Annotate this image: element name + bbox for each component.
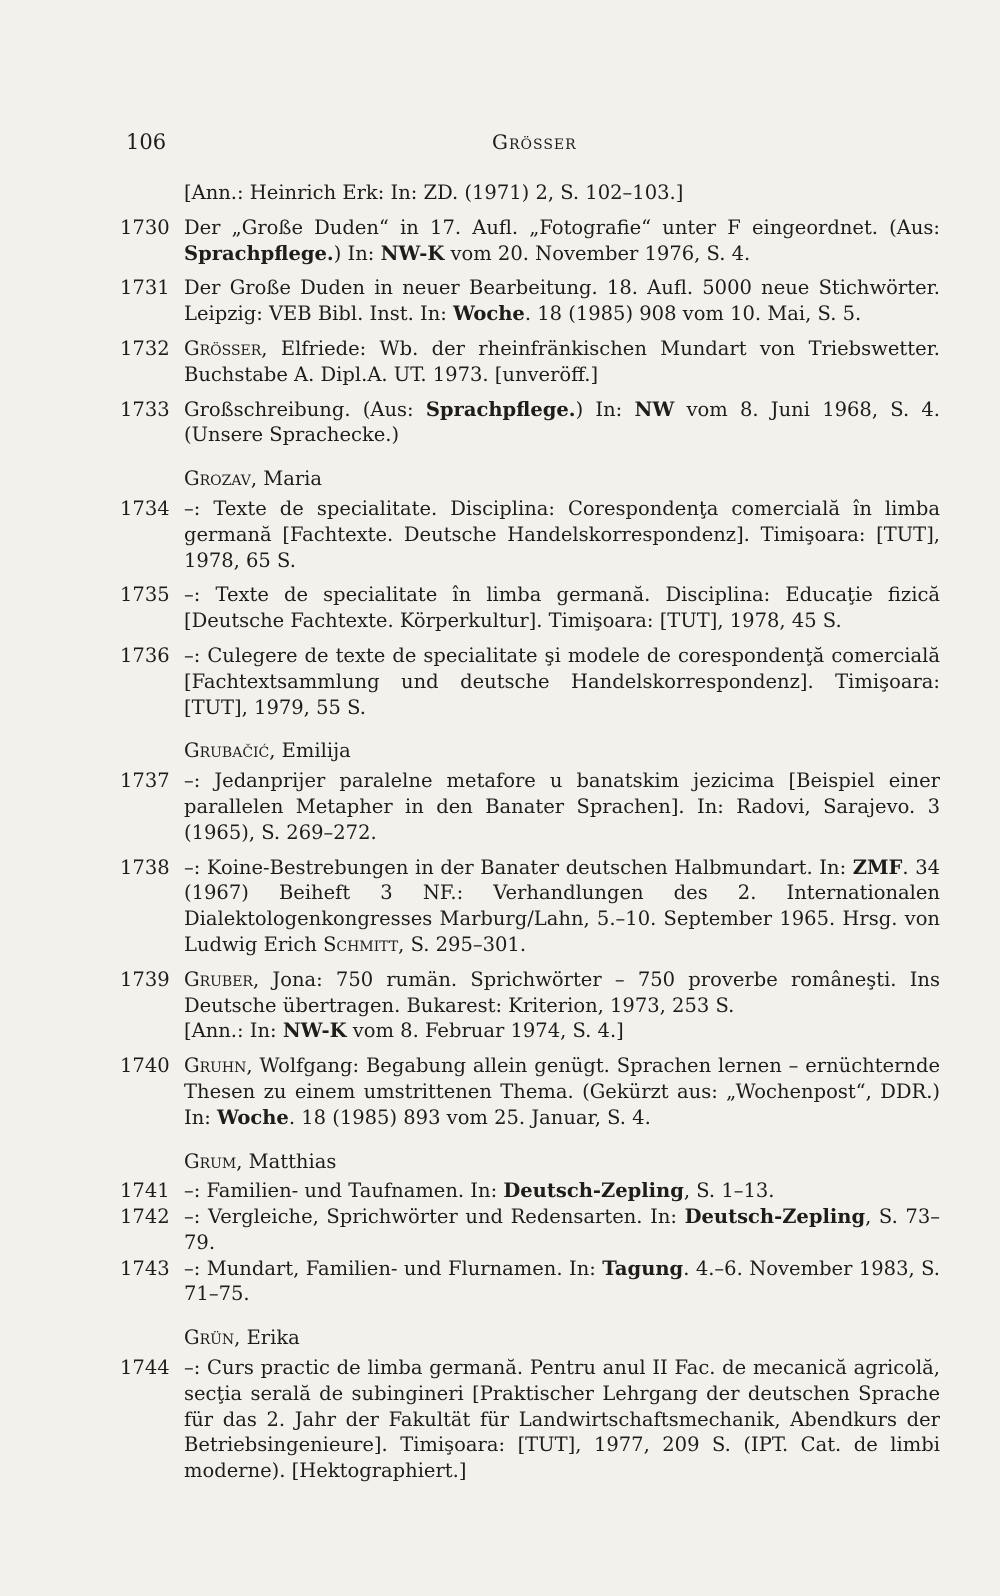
entry-1733 bbox=[120, 397, 940, 449]
entry-text: –: Vergleiche, Sprichwörter und Redensarten. In: Deutsch-Zepling, S. 73–79. bbox=[184, 1205, 940, 1254]
entry-text: Großschreibung. (Aus: Sprachpflege.) In: NW vom 8. Juni 1968, S. 4. (Unsere Sprachecke.) bbox=[184, 397, 940, 447]
page-number: 106 bbox=[126, 130, 167, 154]
entry-number: 1740 bbox=[120, 1054, 170, 1078]
entry-text: Der „Große Duden“ in 17. Aufl. „Fotografie“ unter F eingeordnet. (Aus: Sprachpflege.) In: NW-K vom 20. November 1976, S. 4. bbox=[184, 215, 940, 265]
annotation-note: [Ann.: In: NW-K vom 8. Februar 1974, S. 4.] bbox=[184, 1019, 624, 1043]
entry-number: 1733 bbox=[120, 397, 170, 421]
entry-1739 bbox=[120, 967, 940, 1019]
entry-1741 bbox=[120, 1178, 940, 1204]
entry-text: –: Curs practic de limba germană. Pentru anul II Fac. de mecanică agricolă, secţia serală de subingineri [Praktischer Lehrgang der deutschen Sprache für das 2. Jahr der Fakultät für Landwirtschaftsmechanik, Abendkurs der Betriebsingenieure]. Timişoara: [TUT], 1977, 209 S. (IPT. Cat. de limbi moderne). [Hektographiert.] bbox=[184, 1356, 940, 1483]
entry-text: –: Familien- und Taufnamen. In: Deutsch-Zepling, S. 1–13. bbox=[184, 1179, 775, 1203]
entry-text: Gruhn, Wolfgang: Begabung allein genügt. Sprachen lernen – ernüchternde Thesen zu einem umstrittenen Thema. (Gekürzt aus: „Wochenpost“, DDR.) In: Woche. 18 (1985) 893 vom 25. Januar, S. 4. bbox=[184, 1054, 940, 1129]
entry-1742 bbox=[120, 1204, 940, 1256]
entry-1734 bbox=[120, 496, 940, 573]
entry-text: Grösser, Elfriede: Wb. der rheinfränkischen Mundart von Triebswetter. Buchstabe A. Dipl.A. UT. 1973. [unveröff.] bbox=[184, 336, 940, 386]
entry-1731 bbox=[120, 275, 940, 327]
entry-number: 1735 bbox=[120, 583, 170, 607]
entry-1737 bbox=[120, 768, 940, 845]
entry-1735 bbox=[120, 582, 940, 634]
entry-number: 1744 bbox=[120, 1356, 170, 1380]
entry-1732 bbox=[120, 336, 940, 388]
entry-1730 bbox=[120, 215, 940, 267]
entry-1738 bbox=[120, 855, 940, 958]
entry-number: 1741 bbox=[120, 1179, 170, 1203]
entry-number: 1737 bbox=[120, 769, 170, 793]
author-heading: Grozav, Maria bbox=[184, 467, 323, 491]
running-head: Grösser bbox=[492, 130, 577, 154]
annotation-note: [Ann.: Heinrich Erk: In: ZD. (1971) 2, S. 102–103.] bbox=[184, 181, 684, 204]
entry-1744 bbox=[120, 1355, 940, 1484]
entry-text: Gruber, Jona: 750 rumän. Sprichwörter – 750 proverbe româneşti. Ins Deutsche übertragen. Bukarest: Kriterion, 1973, 253 S. bbox=[184, 967, 940, 1017]
entry-text: Der Große Duden in neuer Bearbeitung. 18. Aufl. 5000 neue Stichwörter. Leipzig: VEB Bibl. Inst. In: Woche. 18 (1985) 908 vom 10. Mai, S. 5. bbox=[184, 276, 940, 326]
entry-text: –: Mundart, Familien- und Flurnamen. In: Tagung. 4.–6. November 1983, S. 71–75. bbox=[184, 1256, 940, 1306]
entry-1740 bbox=[120, 1053, 940, 1130]
entry-number: 1738 bbox=[120, 855, 170, 879]
entry-number: 1734 bbox=[120, 496, 170, 520]
entry-text: –: Texte de specialitate. Disciplina: Corespondenţa comercială în limba germană [Fachtexte. Deutsche Handelskorrespondenz]. Timişoara: [TUT], 1978, 65 S. bbox=[184, 496, 940, 572]
entry-number: 1732 bbox=[120, 336, 170, 360]
author-heading: Grubačić, Emilija bbox=[184, 739, 351, 763]
entry-number: 1739 bbox=[120, 967, 170, 991]
entry-text: –: Koine-Bestrebungen in der Banater deutschen Halbmundart. In: ZMF. 34 (1967) Beiheft 3 NF.: Verhandlungen des 2. Internationalen Dialektologenkongresses Marburg/Lahn, 5.–10. September 1965. Hrsg. von Ludwig Erich Schmitt, S. 295–301. bbox=[184, 855, 941, 956]
entry-number: 1731 bbox=[120, 276, 170, 300]
entry-1743 bbox=[120, 1256, 940, 1308]
bibliography-list bbox=[120, 180, 940, 1493]
entry-1736 bbox=[120, 643, 940, 720]
entry-number: 1736 bbox=[120, 643, 170, 667]
author-heading: Grün, Erika bbox=[184, 1326, 300, 1350]
author-heading: Grum, Matthias bbox=[184, 1149, 337, 1173]
entry-number: 1743 bbox=[120, 1256, 170, 1280]
entry-text: –: Texte de specialitate în limba germană. Disciplina: Educaţie fizică [Deutsche Fachtexte. Körperkultur]. Timişoara: [TUT], 1978, 45 S. bbox=[184, 583, 940, 633]
entry-number: 1730 bbox=[120, 215, 170, 239]
entry-number: 1742 bbox=[120, 1205, 170, 1229]
entry-text: –: Culegere de texte de specialitate şi modele de corespondenţă comercială [Fachtextsammlung und deutsche Handelskorrespondenz]. Timişoara: [TUT], 1979, 55 S. bbox=[184, 643, 940, 719]
entry-text: –: Jedanprijer paralelne metafore u banatskim jezicima [Beispiel einer parallelen Metapher in den Banater Sprachen]. In: Radovi, Sarajevo. 3 (1965), S. 269–272. bbox=[184, 769, 940, 844]
